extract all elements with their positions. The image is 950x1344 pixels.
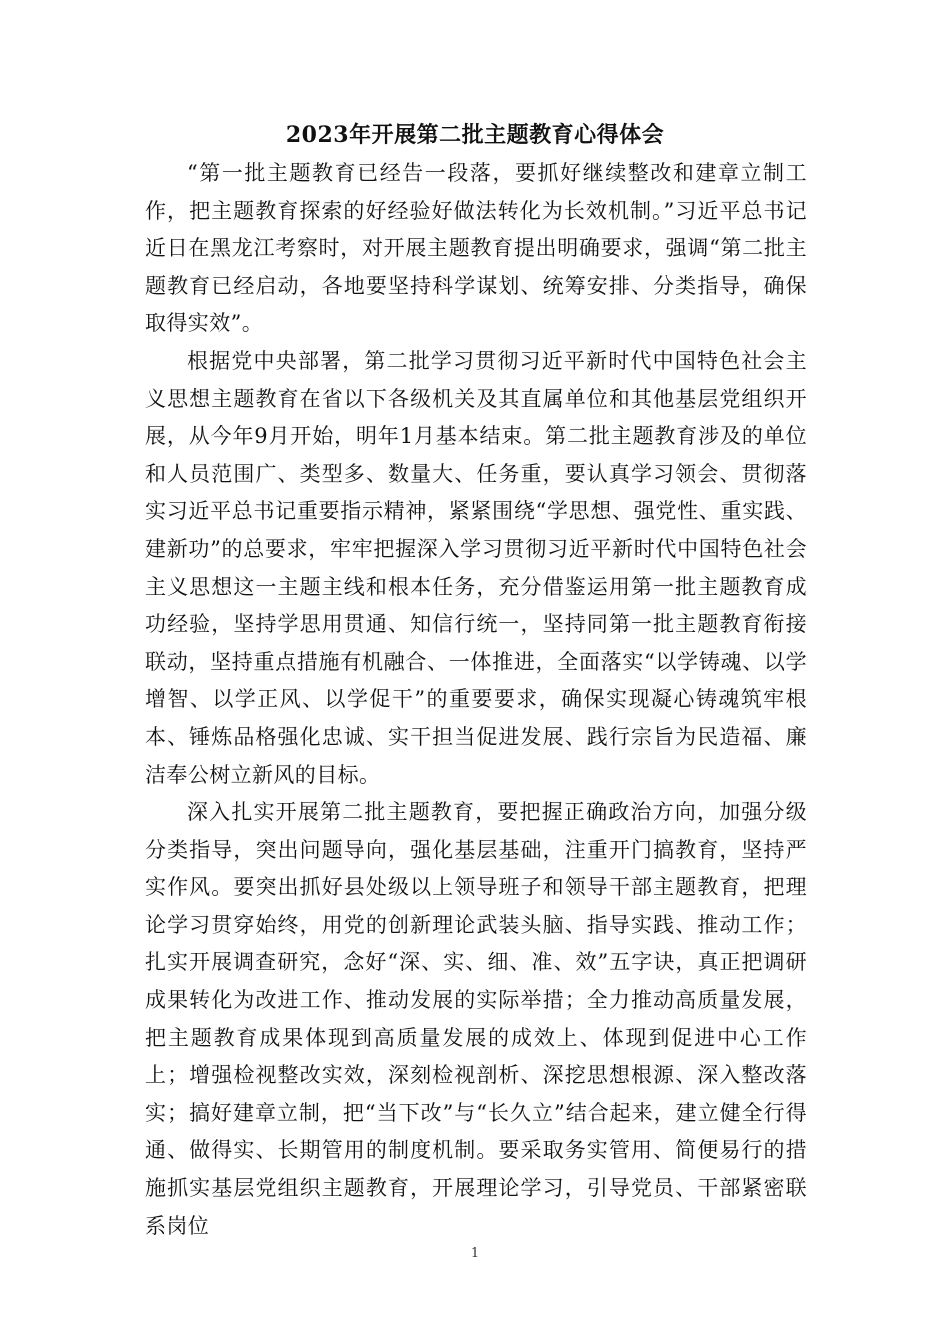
document-body — [145, 155, 807, 1245]
paragraph-2: 根据党中央部署，第二批学习贯彻习近平新时代中国特色社会主义思想主题教育在省以下各级机关及其直属单位和其他基层党组织开展，从今年9月开始，明年1月基本结束。第二批主题教育涉及的单位和人员范围广、类型多、数量大、任务重，要认真学习领会、贯彻落实习近平总书记重要指示精神，紧紧围绕“学思想、强党性、重实践、建新功”的总要求，牢牢把握深入学习贯彻习近平新时代中国特色社会主义思想这一主题主线和根本任务，充分借鉴运用第一批主题教育成功经验，坚持学思用贯通、知信行统一，坚持同第一批主题教育衔接联动，坚持重点措施有机融合、一体推进，全面落实“以学铸魂、以学增智、以学正风、以学促干”的重要要求，确保实现凝心铸魂筑牢根本、锤炼品格强化忠诚、实干担当促进发展、践行宗旨为民造福、廉洁奉公树立新风的目标。 — [145, 348, 807, 787]
document-title: 2023年开展第二批主题教育心得体会 — [285, 122, 665, 148]
page-number: 1 — [470, 1246, 480, 1261]
paragraph-1: “第一批主题教育已经告一段落，要抓好继续整改和建章立制工作，把主题教育探索的好经验好做法转化为长效机制。”习近平总书记近日在黑龙江考察时，对开展主题教育提出明确要求，强调“第二批主题教育已经启动，各地要坚持科学谋划、统筹安排、分类指导，确保取得实效”。 — [145, 161, 807, 336]
paragraph-3: 深入扎实开展第二批主题教育，要把握正确政治方向，加强分级分类指导，突出问题导向，强化基层基础，注重开门搞教育，坚持严实作风。要突出抓好县处级以上领导班子和领导干部主题教育，把理论学习贯穿始终，用党的创新理论武装头脑、指导实践、推动工作；扎实开展调查研究，念好“深、实、细、准、效”五字诀，真正把调研成果转化为改进工作、推动发展的实际举措；全力推动高质量发展，把主题教育成果体现到高质量发展的成效上、体现到促进中心工作上；增强检视整改实效，深刻检视剖析、深挖思想根源、深入整改落实；搞好建章立制，把“当下改”与“长久立”结合起来，建立健全行得通、做得实、长期管用的制度机制。要采取务实管用、简便易行的措施抓实基层党组织主题教育，开展理论学习，引导党员、干部紧密联系岗位 — [145, 800, 807, 1238]
